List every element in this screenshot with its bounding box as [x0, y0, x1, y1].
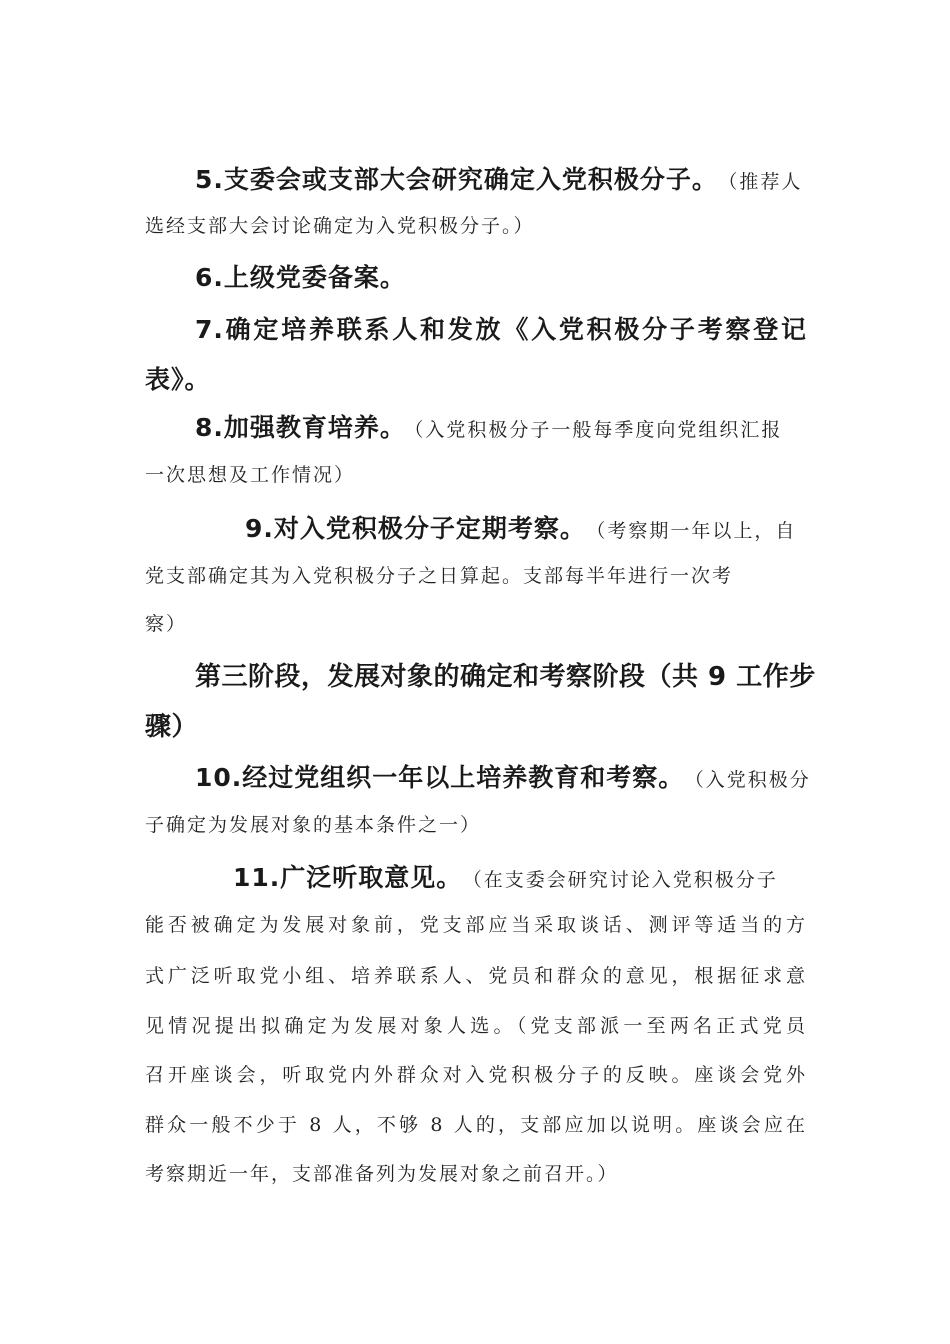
item-11-note-g: 考察期近一年，支部准备列为发展对象之前召开。）: [145, 1163, 619, 1185]
item-11-title: 11.广泛听取意见。: [233, 863, 463, 892]
stage-3-heading-b: 骤）: [145, 712, 199, 742]
item-8-note-a: （入党积极分子一般每季度向党组织汇报: [413, 419, 783, 441]
item-11-note-f: 群众一般不少于 8 人，不够 8 人的，支部应加以说明。座谈会应在: [145, 1114, 807, 1136]
item-11-note-b: 能否被确定为发展对象前，党支部应当采取谈话、测评等适当的方: [145, 914, 807, 936]
item-9-line-1: [245, 509, 807, 545]
item-9-note-b: 党支部确定其为入党积极分子之日算起。支部每半年进行一次考: [145, 565, 734, 587]
item-10-note-b: 子确定为发展对象的基本条件之一）: [145, 814, 482, 836]
item-5-note-a: （推荐人: [727, 171, 803, 193]
item-8-note-b: 一次思想及工作情况）: [145, 464, 356, 486]
item-11-note-c: 式广泛听取党小组、培养联系人、党员和群众的意见，根据征求意: [145, 965, 807, 987]
item-9-note-a: （考察期一年以上，自: [595, 520, 797, 542]
item-11-note-d: 见情况提出拟确定为发展对象人选。（党支部派一至两名正式党员: [145, 1015, 807, 1037]
item-5-line-1: [195, 160, 807, 196]
item-11-note-e: 召开座谈会，听取党内外群众对入党积极分子的反映。座谈会党外: [145, 1064, 807, 1086]
item-10-line-1: [195, 758, 811, 794]
stage-3-heading-a: 第三阶段，发展对象的确定和考察阶段（共 9 工作步: [195, 662, 816, 692]
item-9-title: 9.对入党积极分子定期考察。: [245, 514, 586, 543]
item-7-title-a: 7.确定培养联系人和发放《入党积极分子考察登记: [195, 315, 807, 344]
item-8-line-1: [195, 408, 807, 444]
item-6-title: 6.上级党委备案。: [195, 263, 406, 292]
item-11-note-a: （在支委会研究讨论入党积极分子: [472, 869, 778, 891]
item-7-title-b: 表》。: [145, 365, 211, 394]
item-10-note-a: （入党积极分: [694, 769, 811, 791]
item-10-title: 10.经过党组织一年以上培养教育和考察。: [195, 763, 685, 792]
item-8-title: 8.加强教育培养。: [195, 413, 406, 442]
item-5-note-b: 选经支部大会讨论确定为入党积极分子。）: [145, 215, 535, 237]
item-5-title: 5.支委会或支部大会研究确定入党积极分子。: [195, 165, 718, 194]
item-11-line-1: [233, 858, 807, 894]
item-9-note-c: 察）: [145, 613, 188, 635]
